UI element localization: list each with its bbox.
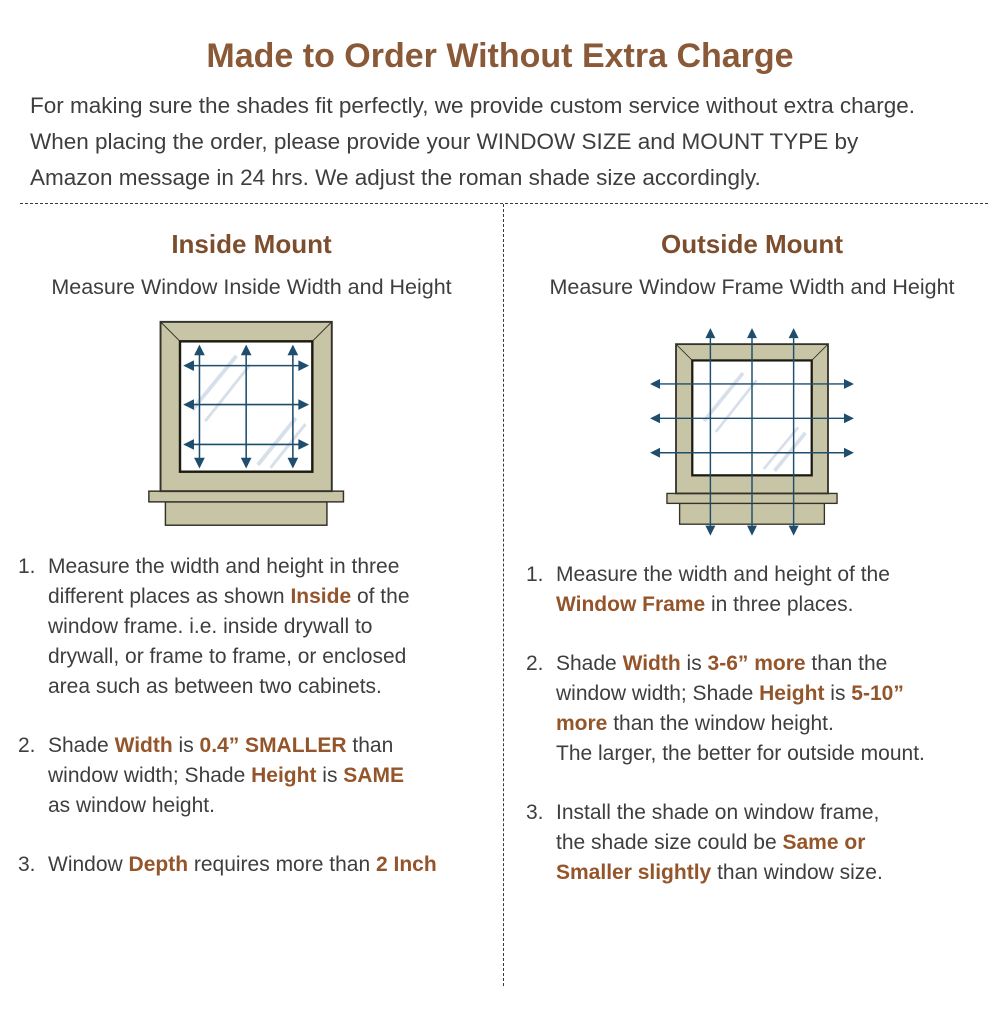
list-item — [526, 798, 992, 888]
intro-line: Amazon message in 24 hrs. We adjust the roman shade size accordingly. — [30, 165, 761, 190]
inside-mount-diagram — [0, 317, 503, 538]
inside-mount-instructions — [18, 552, 493, 880]
outside-mount-diagram — [504, 317, 1000, 550]
intro-paragraph — [30, 88, 974, 196]
list-item — [18, 850, 493, 880]
item-text: Shade Width is 3-6” more than the window width; Shade Height is 5-10” more than the window height. The larger, the better for outside mount. — [556, 652, 925, 765]
item-number: 2. — [18, 734, 36, 757]
list-item — [18, 731, 493, 821]
item-text: Install the shade on window frame, the shade size could be Same or Smaller slightly than window size. — [556, 801, 883, 884]
window-apron — [165, 502, 327, 525]
item-text: Measure the width and height in three different places as shown Inside of the window frame. i.e. inside drywall to drywall, or frame to frame, or enclosed area such as between two cabinets. — [48, 555, 410, 698]
item-text: Window Depth requires more than 2 Inch — [48, 853, 437, 876]
window-outside-measure-diagram — [631, 317, 873, 545]
inside-mount-heading: Inside Mount — [171, 229, 332, 259]
item-number: 3. — [18, 853, 36, 876]
item-text: Measure the width and height of the Window Frame in three places. — [556, 563, 890, 616]
list-item — [526, 560, 992, 620]
inside-mount-column — [0, 204, 503, 986]
intro-line: When placing the order, please provide your WINDOW SIZE and MOUNT TYPE by — [30, 129, 859, 154]
outside-mount-subtitle: Measure Window Frame Width and Height — [549, 275, 955, 299]
item-text: Shade Width is 0.4” SMALLER than window width; Shade Height is SAME as window height. — [48, 734, 404, 817]
two-column-layout — [0, 204, 1000, 986]
item-number: 2. — [526, 652, 544, 675]
item-number: 3. — [526, 801, 544, 824]
intro-line: For making sure the shades fit perfectly, we provide custom service without extra charge. — [30, 93, 915, 118]
outside-mount-heading: Outside Mount — [661, 229, 843, 259]
window-inside-measure-diagram — [140, 317, 364, 533]
page-title: Made to Order Without Extra Charge — [206, 37, 794, 75]
outside-mount-instructions — [526, 560, 992, 888]
window-sill — [148, 491, 343, 502]
outside-mount-column — [503, 204, 1000, 986]
item-number: 1. — [526, 563, 544, 586]
item-number: 1. — [18, 555, 36, 578]
list-item — [526, 649, 992, 769]
inside-mount-subtitle: Measure Window Inside Width and Height — [51, 275, 452, 299]
list-item — [18, 552, 493, 702]
